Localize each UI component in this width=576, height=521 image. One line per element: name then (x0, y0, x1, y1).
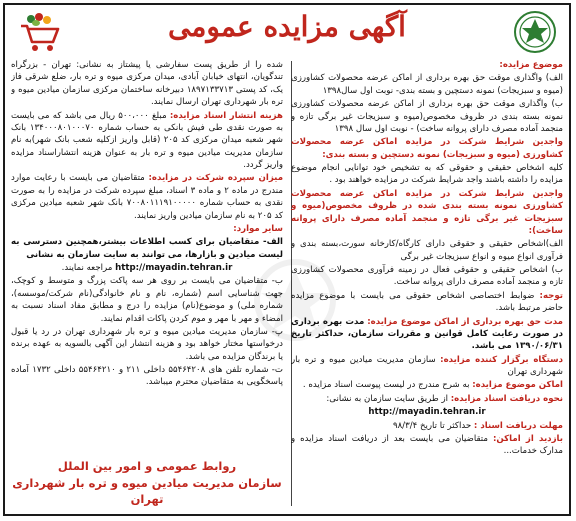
note-text: ضوابط اختصاصی اشخاص حقوقی می بایست با موضوع مزایده حاضر مرتبط باشد. (291, 290, 563, 314)
website-link[interactable]: http://mayadin.tehran.ir (368, 407, 486, 418)
deposit-heading: میزان سپرده شرکت در مزایده: (148, 173, 283, 184)
municipality-emblem-icon (513, 10, 557, 54)
other-item-1-tail: مراجعه نمایند. (61, 263, 113, 273)
footer-line-1: روابط عمومی و امور بین الملل (57, 458, 237, 473)
shopping-cart-icon (17, 10, 63, 54)
other-item-4: ت- شماره تلفن های ۵۵۴۶۴۲۰۸ داخلی ۲۱۱ و ۵۵۴۶۴۲۱۰ داخلی ۱۷۳۲ آماده پاسخگویی به متقاضیان محترم میباشد. (11, 365, 283, 388)
organizer-heading: دستگاه برگزار کننده مزایده: (440, 354, 563, 365)
location-text: به شرح مندرج در لیست پیوست اسناد مزایده . (302, 380, 470, 391)
deadline-heading: مهلت دریافت اسناد : (473, 420, 563, 431)
term-text: مدت بهره برداری در صورت رعایت کامل قوانین و مقررات سازمان، حداکثر تاریخ ۱۳۹۰/۰۶/۳۱ می باشد. (291, 316, 563, 352)
conditions-b-heading: واجدین شرایط شرکت در مزایده اماکن عرضه محصولات کشاورزی نمونه بسته بندی شده در ظروف مخصوص(میوه و سبزیجات غیر برگی تازه و منجمد آماده مصرف دارای پروانه ساخت): (291, 188, 563, 236)
subject-a: الف) واگذاری موقت حق بهره برداری از اماکن عرضه محصولات کشاورزی (میوه و سبزیجات) نمونه دستچین و بسته بندی- نوبت اول سال۱۳۹۸ (291, 73, 563, 96)
other-item-2: ب- متقاضیان می بایست بر روی هر سه پاکت پزرگ و متوسط و کوچک، جهت شناسایی اسم (شماره، نام و نام خانوادگی(نام شرکت/موسسه)، شماره ملی) و موضوع(نام) مزایده را درج و مطابق مفاد اسناد نسبت به امضاء و مهر با مهر و موم کردن پاکات اقدام نمایند. (11, 276, 283, 324)
subject-heading: موضوع مزایده: (499, 60, 563, 70)
deposit-text: متقاضیان می بایست با رعایت موارد مندرج در ماده ۲ و ماده ۳ اسناد، مبلغ سپرده شرکت در مزایده را به صورت نقدی به حساب شماره ۷۰۰۸۰۱۱۱۹۱۰۰۰۰۰ بانک شهر شعبه میادین مرکزی کد ۲۰۵ به نام سازمان میادین واریز نمایند. (11, 173, 283, 221)
conditions-b-item-1: الف)اشخاص حقیقی و حقوقی دارای کارگاه/کارخانه سورت،بسته بندی و فرآوری انواع میوه و انواع سبزیجات غیر برگی (291, 239, 563, 262)
announcement-frame (3, 3, 571, 516)
other-item-1: الف- متقاضیان برای کسب اطلاعات بیشتر،همچنین دسترسی به لیست میادین و بازارها، می توانند به سایت سازمان به نشانی (11, 237, 283, 260)
conditions-a-heading: واجدین شرایط شرکت در مزایده اماکن عرضه محصولات کشاورزی (میوه و سبزیجات) نمونه دستچین و بسته بندی: (291, 137, 563, 160)
other-website-link[interactable]: http://mayadin.tehran.ir (115, 263, 233, 273)
location-heading: اماکن موضوع مزایده: (472, 380, 563, 391)
organizer-text: سازمان مدیریت میادین میوه و تره بار شهرداری تهران (291, 354, 563, 377)
address-text: شده را از طریق پست سفارشی یا پیشتاز به نشانی: تهران - بزرگراه تندگویان، انتهای خیابان آبادی، میدان مرکزی میوه و تره بار، ضلع شرقی فاز یک، کد پستی ۱۸۹۷۱۳۳۷۱۳ دبیرخانه ساختمان مرکزی سازمان میادین میوه و تره بار شهرداری تهران ارسال نمایند. (11, 60, 283, 108)
term-heading: مدت حق بهره برداری از اماکن موضوع مزایده: (367, 316, 563, 327)
other-item-3: پ- سازمان مدیریت میادین میوه و تره بار شهرداری تهران در رد یا قبول درخواستها مختار خواهد بود و هزینه انتشار این آگهی بالسویه به عهده برنده یا برندگان مزایده می باشد. (11, 326, 283, 362)
fee-text: مبلغ ۵۰۰،۰۰۰ ریال می باشد که می بایست به صورت نقدی طی فیش بانکی به حساب شماره ۱۳۴۰۰۰۸۰۱۰۰۰۷۰ بانک شهر شعبه میدان مرکزی کد ۲۰۵ (قابل واریز ازکلیه شعب بانک شهر)به نام سازمان مدیریت میادین میوه و تره بار به عنوان هزینه انتشاراسناد مزایده واریز گردد. (11, 110, 283, 170)
page-title: آگهی مزایده عمومی (168, 10, 406, 43)
other-heading: سایر موارد: (233, 223, 283, 234)
footer-signature (11, 458, 283, 508)
footer-line-2: سازمان مدیریت میادین میوه و تره بار شهرداری تهران (12, 475, 282, 507)
docs-heading: نحوه دریافت اسناد مزایده: (450, 393, 563, 404)
conditions-b-item-2: ب) اشخاص حقیقی و حقوقی فعال در زمینه فرآوری محصولات کشاورزی تازه و منجمد آماده مصرف دارای پروانه ساخت. (291, 265, 563, 288)
visit-text: متقاضیان می بایست بعد از دریافت اسناد مزایده و مدارک خدمات... (291, 433, 563, 457)
docs-text: از طریق سایت سازمان به نشانی: (326, 393, 449, 404)
announcement-header (9, 8, 565, 56)
left-column (11, 59, 283, 510)
subject-b: ب) واگذاری موقت حق بهره برداری از اماکن عرضه محصولات کشاورزی نمونه بسته بندی در ظروف مخصوص(میوه و سبزیجات غیر برگی تازه و منجمد آماده مصرف دارای پروانه ساخت) - نوبت اول سال ۱۳۹۸ (291, 99, 563, 134)
conditions-a-text: کلیه اشخاص حقیقی و حقوقی که به تشخیص خود توانایی انجام موضوع مزایده را داشته باشند واجد شرایط شرکت در مزایده خواهند بود . (291, 163, 563, 186)
visit-heading: بازدید از اماکن: (492, 433, 563, 444)
right-column (291, 59, 563, 510)
fee-heading: هزینه انتشار اسناد مزایده: (169, 110, 283, 121)
deadline-text: حداکثر تا تاریخ ۹۸/۳/۴ (392, 420, 472, 431)
note-heading: توجه: (539, 290, 563, 301)
